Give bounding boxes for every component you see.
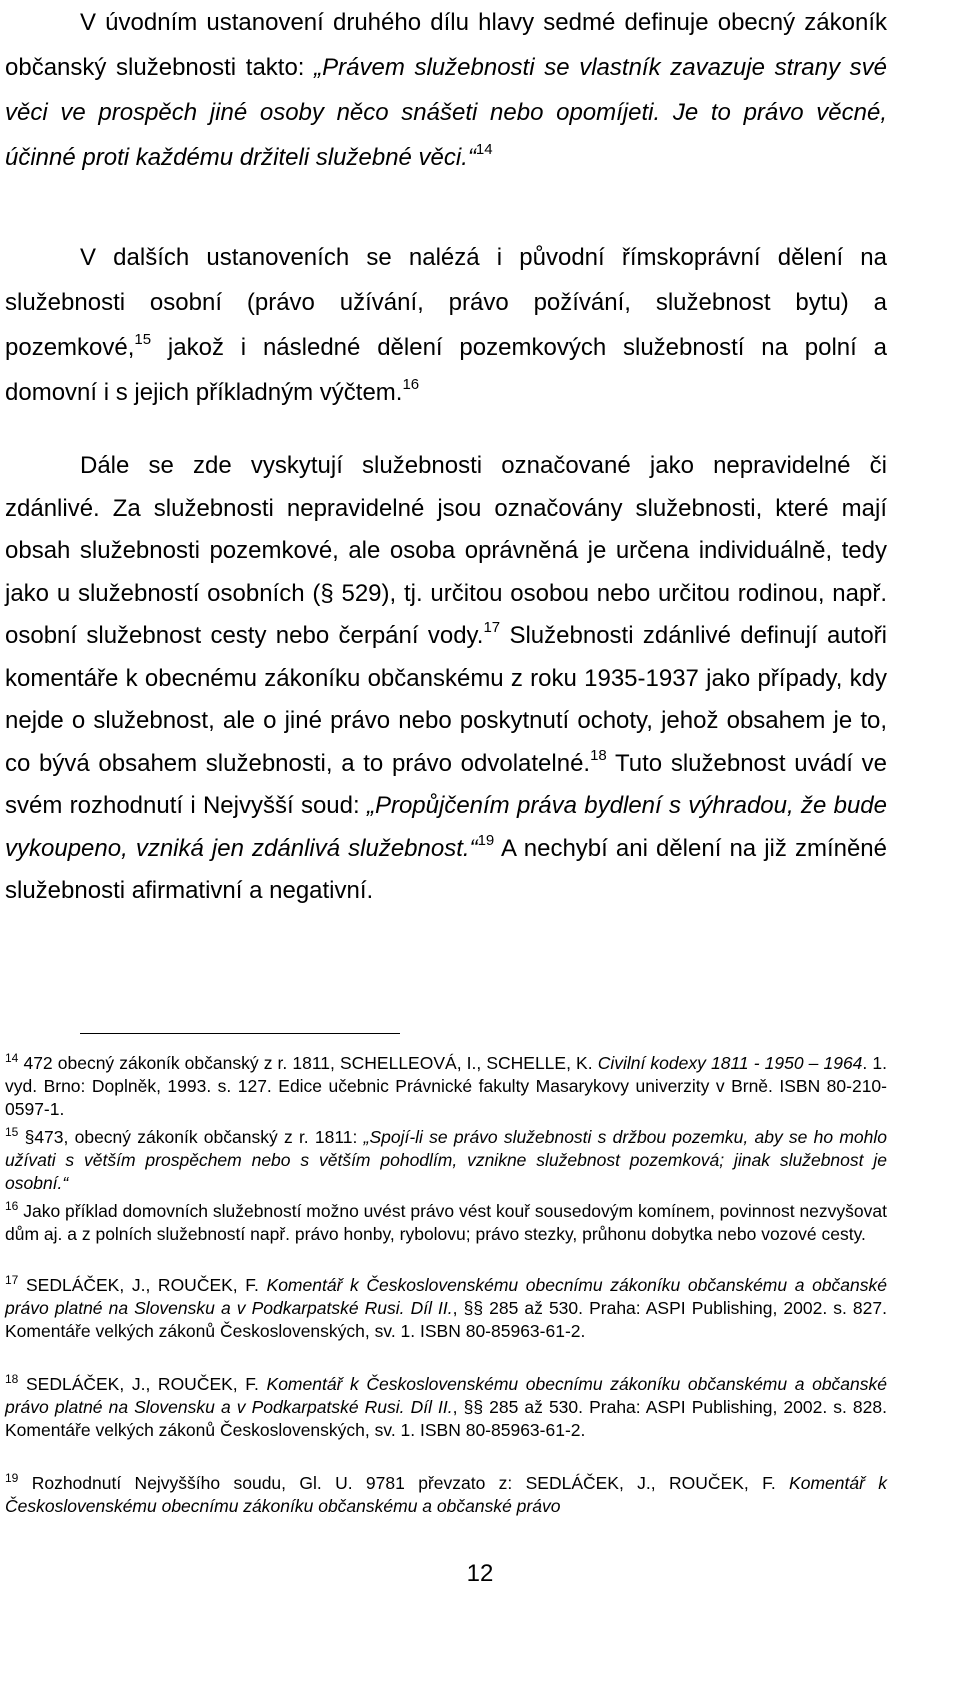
footnote-number: 15 xyxy=(5,1125,19,1139)
footnote-ref-19[interactable]: 19 xyxy=(477,831,495,849)
footnote-17: $^{17}$ SEDLÁČEK, J., ROUČEK, F. Komentář k Československému obecnímu zákoníku občanskému a občanské právo platné na Slovensku a v Podkarpatské Rusi. Díl II., §§ 285 až 530. Praha: ASPI Publishing, 2002. s. 827. Komentáře velkých zákonů Československých, sv. 1. ISBN 80-85963-61-2. xyxy=(5,1273,887,1341)
footnote-ref-16[interactable]: 16 xyxy=(402,376,420,393)
footnote-number: 19 xyxy=(5,1471,19,1485)
footnote-number: 14 xyxy=(5,1051,19,1065)
quote-supreme-court: „Propůjčením práva bydlení s výhradou, že bude vykoupeno, vzniká jen zdánlivá služebnost.“ xyxy=(5,792,887,862)
footnote-ref-15[interactable]: 15 xyxy=(134,331,152,348)
footnote-number: 16 xyxy=(5,1199,19,1213)
page-number: 12 xyxy=(466,1560,494,1587)
footnote-separator xyxy=(80,1033,400,1034)
footnote-ref-18[interactable]: 18 xyxy=(590,746,607,764)
footnote-16: $^{16}$ Jako příklad domovních služebností možno uvést právo vést kouř sousedovým komínem, povinnost nezvyšovat dům aj. a z polních služebností např. právo honby, rybolovu; právo stezky, průhonu dobytka nebo vozové cesty. xyxy=(5,1199,887,1244)
footnote-ref-17[interactable]: 17 xyxy=(483,619,501,636)
footnote-18: $^{18}$ SEDLÁČEK, J., ROUČEK, F. Komentář k Československému obecnímu zákoníku občanskému a občanské právo platné na Slovensku a v Podkarpatské Rusi. Díl II., §§ 285 až 530. Praha: ASPI Publishing, 2002. s. 828. Komentáře velkých zákonů Československých, sv. 1. ISBN 80-85963-61-2. xyxy=(5,1372,887,1440)
footnote-14: $^{14}$ 472 obecný zákoník občanský z r. 1811, SCHELLEOVÁ, I., SCHELLE, K. Civilní kodexy 1811 - 1950 – 1964. 1. vyd. Brno: Doplněk, 1993. s. 127. Edice učebnic Právnické fakulty Masarykovy univerzity v Brně. ISBN 80-210-0597-1. xyxy=(5,1051,887,1119)
footnote-number: 18 xyxy=(5,1372,19,1386)
footnote-ref-14[interactable]: 14 xyxy=(475,141,493,158)
paragraph-3: Dále se zde vyskytují služebnosti označované jako nepravidelné či zdánlivé. Za služebnosti nepravidelné jsou označovány služebnosti, které mají obsah služebnosti pozemkové, ale osoba oprávněná je určena individuálně, tedy jako u služebností osobních (§ 529), tj. určitou osobou nebo určitou rodinou, např. osobní služebnost cesty nebo čerpání vody.$^{17}$ Služebnosti zdánlivé definují autoři komentáře k obecnému zákoníku občanskému z roku 1935-1937 jako případy, kdy nejde o služebnost, ale o jiné právo nebo poskytnutí ochoty, jehož obsahem je to, co bývá obsahem služebnosti, a to právo odvolatelné.$^{18}$ Tuto služebnost uvádí ve svém rozhodnutí i Nejvyšší soud: „Propůjčením práva bydlení s výhradou, že bude vykoupeno, vzniká jen zdánlivá služebnost.“$^{19}$ A nechybí ani dělení na již zmíněné služebnosti afirmativní a negativní. xyxy=(5,452,888,904)
quote-definition: „Právem služebnosti se vlastník zavazuje strany své věci ve prospěch jiné osoby něco snášeti nebo opomíjeti. Je to právo věcné, účinné proti každému držiteli služebné věci.“ xyxy=(5,54,887,171)
paragraph-1: V úvodním ustanovení druhého dílu hlavy sedmé definuje obecný zákoník občanský služebnosti takto: „Právem služebnosti se vlastník zavazuje strany své věci ve prospěch jiné osoby něco snášeti nebo opomíjeti. Je to právo věcné, účinné proti každému držiteli služebné věci.“$^{14}$ xyxy=(5,9,887,171)
paragraph-2: V dalších ustanoveních se nalézá i původní římskoprávní dělení na služebnosti osobní (právo užívání, právo požívání, služebnost bytu) a pozemkové,$^{15}$ jakož i následné dělení pozemkových služebností na polní a domovní i s jejich příkladným výčtem.$^{16}$ xyxy=(5,244,887,406)
footnote-15: $^{15}$ §473, obecný zákoník občanský z r. 1811: „Spojí-li se právo služebnosti s držbou pozemku, aby se ho mohlo užívati s větším prospěchem nebo s větším pohodlím, vznikne služebnost pozemková; jinak služebnost je osobní.“ xyxy=(5,1125,887,1193)
footnote-number: 17 xyxy=(5,1273,19,1287)
footnote-19: $^{19}$ Rozhodnutí Nejvyššího soudu, Gl. U. 9781 převzato z: SEDLÁČEK, J., ROUČEK, F. Komentář k Československému obecnímu zákoníku občanskému a občanské právo xyxy=(5,1471,888,1516)
